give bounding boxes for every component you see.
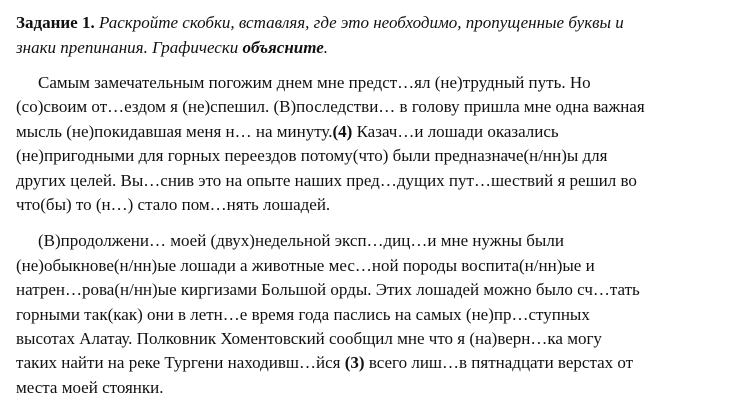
text-line: (не)пригодными для горных переездов потому(что) были предназначе(н/нн)ы для	[16, 146, 608, 166]
task-instruction-keyword: объясните	[242, 38, 324, 57]
text-line: места моей стоянки.	[16, 377, 164, 397]
text-line: Самым замечательным погожим днем мне предст…ял (не)трудный путь. Но	[38, 73, 591, 92]
task-heading	[16, 10, 728, 60]
sentence-number-mark: (3)	[344, 353, 365, 373]
document-page	[16, 10, 728, 400]
text-line: (В)продолжени… моей (двух)недельной эксп…диц…и мне нужны были	[38, 231, 564, 251]
text-line	[16, 351, 728, 375]
text-line: что(бы) то (н…) стало пом…нять лошадей.	[16, 195, 331, 215]
text-segment: мысль (не)покидавшая меня н… на минуту.	[16, 121, 333, 141]
task-instruction-line2: знаки препинания. Графически	[16, 38, 243, 57]
text-line: высотах Алатау. Полковник Хоментовский сообщил мне что я (на)верн…ка могу	[16, 329, 602, 349]
sentence-number-mark: (4)	[332, 121, 353, 141]
exercise-paragraph-1	[16, 71, 728, 217]
text-line: (не)обыкнове(н/нн)ые лошади а животные мес…ной породы воспита(н/нн)ые и	[16, 255, 595, 275]
task-instruction-end: .	[323, 38, 329, 57]
exercise-paragraph-2	[16, 229, 728, 400]
text-segment: всего лиш…в пятнадцати верстах от	[364, 353, 634, 373]
text-segment: Казач…и лошади оказались	[352, 121, 559, 141]
text-line	[16, 120, 728, 144]
text-segment: таких найти на реке Тургени находивш…йся	[16, 353, 345, 373]
task-label: Задание 1	[16, 13, 91, 32]
task-label-suffix: .	[90, 13, 99, 32]
text-line: других целей. Вы…снив это на опыте наших пред…дущих пут…шествий я решил во	[16, 170, 637, 190]
text-line: натрен…рова(н/нн)ые киргизами Большой орды. Этих лошадей можно было сч…тать	[16, 280, 640, 300]
task-instruction-line1: Раскройте скобки, вставляя, где это необходимо, пропущенные буквы и	[98, 13, 624, 32]
text-line: горными так(как) они в летн…е время года паслись на самых (не)пр…ступных	[16, 304, 590, 324]
text-line: (со)своим от…ездом я (не)спешил. (В)последстви… в голову пришла мне одна важная	[16, 97, 645, 117]
